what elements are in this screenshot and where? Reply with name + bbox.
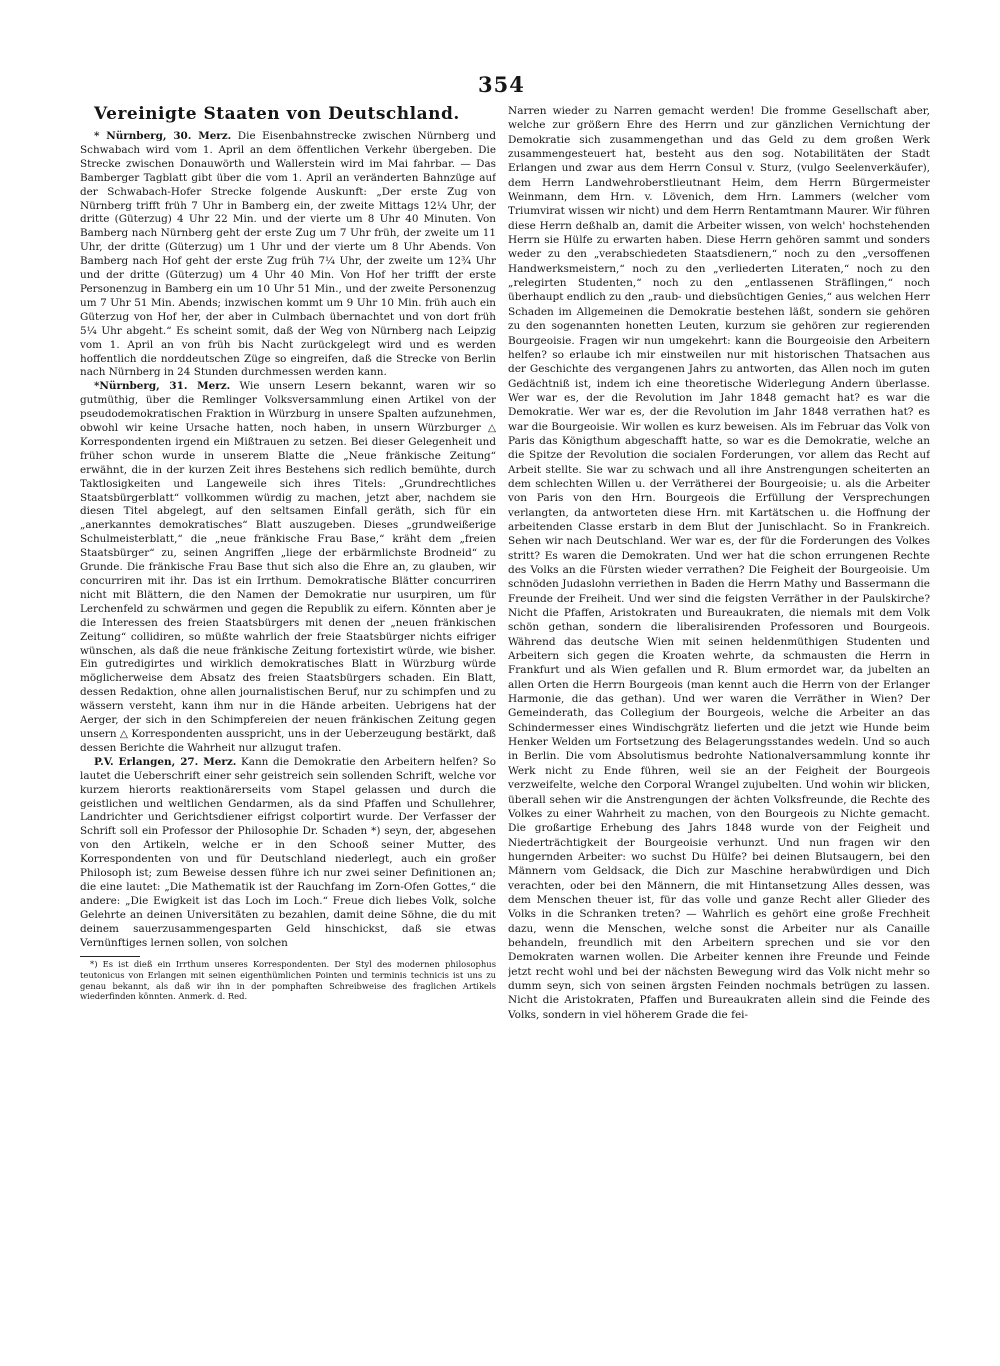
article-nuernberg-30	[80, 130, 496, 380]
right-column	[508, 104, 930, 1366]
section-heading: Vereinigte Staaten von Deutschland.	[94, 104, 460, 124]
left-column	[80, 104, 496, 1324]
article-erlangen	[80, 756, 496, 951]
dateline: P.V. Erlangen, 27. Merz.	[94, 755, 237, 768]
footnote-divider	[80, 956, 140, 957]
dateline: * Nürnberg, 30. Merz.	[94, 130, 232, 142]
dateline: *Nürnberg, 31. Merz.	[94, 380, 231, 393]
article-body: Die Eisenbahnstrecke zwischen Nürnberg und Schwabach wird vom 1. April an dem öffentlichen Verkehr übergeben. Die Strecke zwischen Donauwörth und Wallerstein wird im Mai fahrbar. — Das Bamberger Tagblatt gibt über die vom 1. April an veränderten Bahnzüge auf der Schwabach-Hofer Strecke folgende Auskunft: „Der erste Zug von Nürnberg trifft früh 7 Uhr in Bamberg ein, der zweite Mittags 12¼ Uhr, der dritte (Güterzug) 4 Uhr 22 Min. und der vierte um 8 Uhr 40 Minuten. Von Bamberg nach Nürnberg geht der erste Zug um 7 Uhr früh, der zweite um 11 Uhr, der dritte (Güterzug) um 1 Uhr und der vierte um 8 Uhr Abends. Von Bamberg nach Hof geht der erste Zug früh 7¼ Uhr, der zweite um 12¾ Uhr und der dritte (Güterzug) um 4 Uhr 40 Min. Von Hof her trifft der erste Personenzug in Bamberg ein um 10 Uhr 51 Min., und der zweite Personenzug um 7 Uhr 51 Min. Abends; inzwischen kommt um 9 Uhr 10 Min. früh auch ein Güterzug von Hof her, der aber in Culmbach übernachtet und von dort früh 5¼ Uhr abgeht.“ Es scheint somit, daß der Weg von Nürnberg nach Leipzig vom 1. April an von früh bis Nacht zurückgelegt wird und es werden hoffentlich die norddeutschen Züge so eingreifen, daß die Strecke von Berlin nach Nürnberg in 24 Stunden durchmessen werden kann.	[80, 130, 496, 379]
article-nuernberg-31	[80, 380, 496, 755]
article-erlangen-continued: Narren wieder zu Narren gemacht werden! Die fromme Gesellschaft aber, welche zur größern Ehre des Herrn und zur gänzlichen Vernichtung der Demokratie sich zusammengethan und das Geld zu dem großen Werk zusammengesteuert hat, besteht aus den sog. Notabilitäten der Stadt Erlangen und zwar aus dem Herrn Consul v. Sturz, (vulgo Seelenverkäufer), dem Herrn Landwehroberstlieutnant Heim, dem Herrn Bürgermeister Weinmann, dem Hrn. v. Lövenich, dem Hrn. Lammers (welcher vom Triumvirat wissen wir nicht) und dem Herrn Rentamtmann Maurer. Wir führen diese Herrn deßhalb an, damit die Arbeiter wissen, von welch' hochstehenden Herrn sie Hülfe zu erwarten haben. Diese Herrn gehören sammt und sonders weder zu den „verabschiedeten Staatsdienern,“ noch zu den „versoffenen Handwerksmeistern,“ noch zu den „verliederten Literaten,“ noch zu den „relegirten Studenten,“ noch zu den „entlassenen Sträflingen,“ noch überhaupt endlich zu den „raub- und diebsüchtigen Genies,“ aus welchen Herr Schaden im Allgemeinen die Demokratie bestehen läßt, sondern sie gehören zu den sogenannten honetten Leuten, kurzum sie gehören zur regierenden Bourgeoisie. Fragen wir nun umgekehrt: kann die Bourgeoisie den Arbeitern helfen? so erlaube ich mir einstweilen nur mit historischen Thatsachen aus der Geschichte des vergangenen Jahrs zu antworten, das Allen noch im guten Gedächtniß ist, indem ich eine theoretische Widerlegung Andern überlasse. Wer war es, der die Revolution im Jahr 1848 gemacht hat? es war die Demokratie. Wer war es, der die Revolution im Jahr 1848 verrathen hat? es war die Bourgeoisie. Wir wollen es kurz beweisen. Als im Februar das Volk von Paris das Königthum abgeschafft hatte, so war es die Demokratie, welche an die Spitze der Revolution die socialen Forderungen, vor allem das Recht auf Arbeit stellte. Sie war zu schwach und all ihre Anstrengungen scheiterten an dem schlechten Willen u. der Verrätherei der Bourgeoisie; u. als die Arbeiter von Paris von den Hrn. Bourgeois die Erfüllung der Versprechungen verlangten, da antworteten diese Hrn. mit Kartätschen u. die Hoffnung der arbeitenden Classe erstarb in dem Blut der Junischlacht. So in Frankreich. Sehen wir nach Deutschland. Wer war es, der für die Forderungen des Volkes stritt? Es waren die Demokraten. Und wer hat die schon errungenen Rechte des Volks an die Fürsten wieder verrathen? Die Feigheit der Bourgeoisie. Um schnöden Judaslohn verriethen in Baden die Herrn Mathy und Bassermann die Freunde der Freiheit. Und wer sind die feigsten Verräther in der Paulskirche? Nicht die Pfaffen, Aristokraten und Bureaukraten, die niemals mit dem Volk schön gethan, sondern die liberalisirenden Professoren und Bourgeois. Während das deutsche Wien mit seinen heldenmüthigen Studenten und Arbeitern sich gegen die Kroaten wehrte, da schmausten die Herrn in Frankfurt und als Wien gefallen und R. Blum ermordet war, da jubelten an allen Orten die Herrn Bourgeois (man kennt auch die Herrn von der Erlanger Harmonie, die das gethan). Und wer waren die Verräther in Wien? Der Gemeinderath, das Collegium der Bourgeois, welche die Arbeiter an das Schindermesser eines Windischgrätz lieferten und die jetzt wie Hunde beim Henker Welden um Fortsetzung des Belagerungsstandes wedeln. Und so auch in Berlin. Die vom Absolutismus bedrohte Nationalversammlung konnte ihr Werk nicht zu Ende führen, weil sie an der Feigheit der Bourgeois verzweifelte, welche den Corporal Wrangel zujubelten. Und wohin wir blicken, überall sehen wir die Anstrengungen der ächten Volksfreunde, die Rechte des Volkes zu einer Wahrheit zu machen, von den Bourgeois zu Nichte gemacht. Die großartige Erhebung des Jahrs 1848 wurde von der Feigheit und Niederträchtigkeit der Bourgeoisie verhunzt. Und nun fragen wir den hungernden Arbeiter: wo suchst Du Hülfe? bei deinen Blutsaugern, bei den Männern vom Geldsack, die Dich zur Maschine herabwürdigen und Dich verachten, oder bei den Männern, die mit Hintansetzung Alles dessen, was dem Menschen theuer ist, für das volle und ganze Recht aller Glieder des Volks in die Schranken treten? — Wahrlich es gehört eine große Frechheit dazu, wenn die Menschen, welche sonst die Arbeiter nur als Canaille behandeln, freundlich mit den Arbeitern sprechen und sie vor den Demokraten warnen wollen. Die Arbeiter kennen ihre Freunde und Feinde jetzt recht wohl und bei der nächsten Bewegung wird das Volk nicht mehr so dumm seyn, sich von seinen ärgsten Feinden nochmals betrügen zu lassen. Nicht die Aristokraten, Pfaffen und Bureaukraten allein sind die Feinde des Volks, sondern in viel höherem Grade die fei-	[508, 105, 930, 1021]
article-body: Kann die Demokratie den Arbeitern helfen? So lautet die Ueberschrift einer sehr geistreich sein sollenden Schrift, welche vor kurzem hierorts reaktionärerseits vom Stapel gelassen und durch die geistlichen und weltlichen Gendarmen, als da sind Pfaffen und Schullehrer, Landrichter und Gerichtsdiener eifrigst colportirt wurde. Der Verfasser der Schrift soll ein Professor der Philosophie Dr. Schaden *) seyn, der, abgesehen von den Artikeln, welche er in den Schooß seiner Mutter, des Korrespondenten von und für Deutschland niederlegt, auch ein großer Philosoph ist; zum Beweise dessen führe ich nur zwei seiner Definitionen an; die eine lautet: „Die Mathematik ist der Rauchfang im Zorn-Ofen Gottes,“ die andere: „Die Ewigkeit ist das Loch im Loch.“ Freue dich liebes Volk, solche Gelehrte an deinen Universitäten zu bezahlen, damit deine Söhne, die du mit deinem sauerzusammengesparten Geld hinschickst, daß sie etwas Vernünftiges lernen sollen, von solchen	[80, 755, 496, 949]
page-number: 354	[478, 72, 525, 97]
footnote: *) Es ist dieß ein Irrthum unseres Korrespondenten. Der Styl des modernen philosophus teutonicus von Erlangen mit seinen eigenthümlichen Pointen und terminis technicis ist uns zu genau bekannt, als daß wir ihn in der pomphaften Schreibweise des fraglichen Artikels wiederfinden könnten. Anmerk. d. Red.	[80, 959, 496, 1002]
article-body: Wie unsern Lesern bekannt, waren wir so gutmüthig, über die Remlinger Volksversammlung einen Artikel von der pseudodemokratischen Fraktion in Würzburg in unsere Spalten aufzunehmen, obwohl wir keine Ursache hatten, noch haben, in unsern Würzburger △ Korrespondenten irgend ein Mißtrauen zu setzen. Bei dieser Gelegenheit und früher schon wurde in unserem Blatte die „Neue fränkische Zeitung“ erwähnt, die in der kurzen Zeit ihres Bestehens sich redlich bemühte, durch Taktlosigkeiten und Langeweile sich ihres Titels: „Grundrechtliches Staatsbürgerblatt“ vollkommen würdig zu machen, jetzt aber, nachdem sie diesen Titel abgelegt, auf den seltsamen Einfall geräth, sich für ein „anerkanntes demokratisches“ Blatt auszugeben. Dieses „grundweißerige Schulmeisterblatt,“ die „neue fränkische Frau Base,“ kräht dem „freien Staatsbürger“ zu, seinen Angriffen „liege der erbärmlichste Brodneid“ zu Grunde. Die fränkische Frau Base thut sich also die Ehre an, zu glauben, wir concurriren mit ihr. Das ist ein Irrthum. Demokratische Blätter concurriren nicht mit Blättern, die den Namen der Demokratie nur usurpiren, um für Lerchenfeld zu schwärmen und gegen die Republik zu eifern. Könnten aber je die Interessen des freien Staatsbürgers mit denen der „neuen fränkischen Zeitung“ collidiren, so müßte wahrlich der freie Staatsbürger nichts eifriger wünschen, als daß die neue fränkische Zeitung fortexistirt würde, wie bisher. Ein gutredigirtes und wirklich demokratisches Blatt in Würzburg würde möglicherweise dem Absatz des freien Staatsbürgers schaden. Ein Blatt, dessen Redaktion, ohne allen journalistischen Beruf, nur zu schimpfen und zu wässern versteht, kann ihm nur in die Hände arbeiten. Uebrigens hat der Aerger, der sich in den Schimpfereien der neuen fränkischen Zeitung gegen unsern △ Korrespondenten ausspricht, uns in der Ueberzeugung bestärkt, daß dessen Berichte die Wahrheit nur allzugut trafen.	[80, 380, 496, 754]
